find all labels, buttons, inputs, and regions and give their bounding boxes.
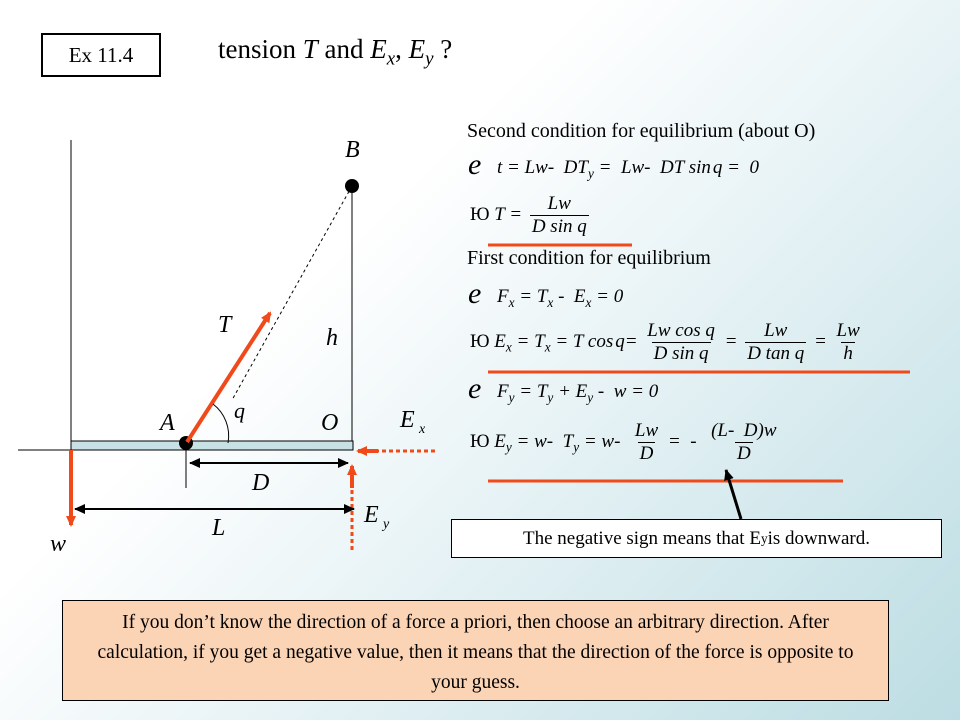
label-h: h bbox=[326, 325, 338, 351]
sign-note-text: The negative sign means that E bbox=[522, 527, 761, 549]
bottom-note bbox=[62, 600, 889, 701]
question-T: T bbox=[302, 34, 318, 64]
beam bbox=[71, 441, 353, 450]
equation-mark: e bbox=[468, 277, 482, 310]
label-Ex: E bbox=[400, 407, 415, 433]
label-L: L bbox=[212, 515, 226, 541]
second-condition-heading: Second condition for equilibrium (about O) bbox=[467, 120, 816, 142]
label-q: q bbox=[234, 398, 245, 423]
point-B bbox=[345, 179, 359, 193]
label-D: D bbox=[252, 470, 270, 496]
Ex-result-equation: Ю $E_x = T_x = T$ cos q= $\frac{\text{Lw cos q}}{\text{D sin q}}$ = $\frac{Lw}{\text{D tan q}}$ = $\frac{Lw}{h}$ bbox=[470, 320, 860, 364]
question-part: ? bbox=[433, 34, 453, 64]
Fy-equation: $F_y = T_y + E_y - w = 0$ bbox=[497, 381, 659, 405]
question-part: and bbox=[317, 34, 371, 64]
question-E: E bbox=[370, 34, 387, 64]
Fx-equation: $F_x = T_x - E_x = 0$ bbox=[497, 286, 624, 310]
angle-arc bbox=[213, 404, 229, 443]
cable-line bbox=[232, 186, 352, 400]
sign-pointer-arrow bbox=[726, 470, 741, 519]
question-E: E bbox=[408, 34, 426, 64]
equation-mark: e bbox=[468, 372, 482, 405]
label-B: B bbox=[345, 137, 360, 163]
sign-note bbox=[451, 519, 942, 558]
bottom-note-text: If you don’t know the direction of a force a priori, then choose an arbitrary direction. After calculation, if you get a negative value, then it means that the direction of the force is opposite to your guess. bbox=[97, 612, 854, 693]
sign-note-sub: y bbox=[760, 530, 768, 546]
label-O: O bbox=[321, 410, 339, 436]
torque-equation: t = Lw- $DT_y = Lw-$ DT sin q = 0 bbox=[497, 157, 759, 181]
question-sub: x bbox=[386, 48, 396, 70]
first-condition-heading: First condition for equilibrium bbox=[467, 247, 711, 269]
question-part: , bbox=[395, 34, 409, 64]
question-sub: y bbox=[425, 48, 434, 70]
Ey-result-equation: Ю $E_y = w-$ $T_y = w-$ $\frac{Lw}{D}$ = - $\frac{(L- D)w}{D}$ bbox=[470, 420, 777, 464]
equation-mark: e bbox=[468, 148, 482, 181]
T-result-equation: Ю T = $\frac{Lw}{\text{D sin q}}$ bbox=[470, 193, 587, 237]
example-label-text: Ex 11.4 bbox=[68, 42, 134, 67]
question-part: tension bbox=[218, 34, 303, 64]
label-T: T bbox=[218, 312, 232, 338]
label-Ey: E bbox=[364, 502, 379, 528]
label-Ex-sub: x bbox=[419, 422, 426, 437]
label-Ey-sub: y bbox=[383, 517, 390, 532]
sign-note-text: is downward. bbox=[767, 527, 870, 549]
label-w: w bbox=[50, 531, 67, 557]
label-A: A bbox=[160, 410, 175, 436]
